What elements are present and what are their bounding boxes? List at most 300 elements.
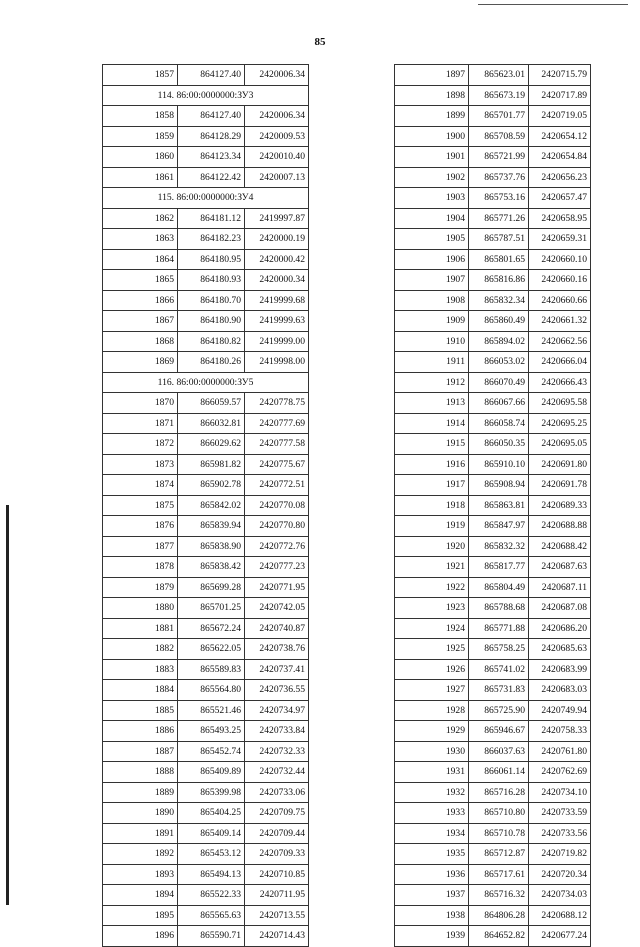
point-number-cell: 1864 [103, 249, 178, 270]
table-row [103, 782, 309, 803]
y-coordinate-cell: 2420717.89 [529, 85, 591, 106]
table-row [103, 208, 309, 229]
x-coordinate-cell: 865721.99 [469, 147, 529, 168]
point-number-cell: 1877 [103, 536, 178, 557]
point-number-cell: 1920 [395, 536, 469, 557]
table-row [395, 393, 591, 414]
x-coordinate-cell: 866050.35 [469, 434, 529, 455]
y-coordinate-cell: 2419999.00 [245, 331, 309, 352]
y-coordinate-cell: 2420658.95 [529, 208, 591, 229]
x-coordinate-cell: 864180.26 [178, 352, 245, 373]
x-coordinate-cell: 864122.42 [178, 167, 245, 188]
x-coordinate-cell: 864180.95 [178, 249, 245, 270]
table-row [395, 844, 591, 865]
point-number-cell: 1868 [103, 331, 178, 352]
x-coordinate-cell: 865788.68 [469, 598, 529, 619]
y-coordinate-cell: 2420777.23 [245, 557, 309, 578]
y-coordinate-cell: 2420770.08 [245, 495, 309, 516]
table-row [395, 270, 591, 291]
y-coordinate-cell: 2420689.33 [529, 495, 591, 516]
y-coordinate-cell: 2420758.33 [529, 721, 591, 742]
y-coordinate-cell: 2420662.56 [529, 331, 591, 352]
x-coordinate-cell: 865453.12 [178, 844, 245, 865]
point-number-cell: 1884 [103, 680, 178, 701]
x-coordinate-cell: 864123.34 [178, 147, 245, 168]
point-number-cell: 1929 [395, 721, 469, 742]
x-coordinate-cell: 865832.32 [469, 536, 529, 557]
x-coordinate-cell: 864127.40 [178, 65, 245, 86]
point-number-cell: 1891 [103, 823, 178, 844]
y-coordinate-cell: 2420695.05 [529, 434, 591, 455]
point-number-cell: 1911 [395, 352, 469, 373]
point-number-cell: 1924 [395, 618, 469, 639]
point-number-cell: 1934 [395, 823, 469, 844]
point-number-cell: 1939 [395, 926, 469, 947]
table-row [103, 639, 309, 660]
point-number-cell: 1901 [395, 147, 469, 168]
x-coordinate-cell: 865863.81 [469, 495, 529, 516]
y-coordinate-cell: 2420006.34 [245, 65, 309, 86]
table-row [103, 352, 309, 373]
y-coordinate-cell: 2420734.03 [529, 885, 591, 906]
y-coordinate-cell: 2420660.16 [529, 270, 591, 291]
table-row [395, 618, 591, 639]
y-coordinate-cell: 2420687.08 [529, 598, 591, 619]
point-number-cell: 1907 [395, 270, 469, 291]
point-number-cell: 1876 [103, 516, 178, 537]
table-row [395, 721, 591, 742]
point-number-cell: 1909 [395, 311, 469, 332]
table-row [103, 331, 309, 352]
table-row [395, 434, 591, 455]
section-label: 116. 86:00:0000000:ЗУ5 [103, 372, 309, 393]
point-number-cell: 1863 [103, 229, 178, 250]
y-coordinate-cell: 2420683.03 [529, 680, 591, 701]
x-coordinate-cell: 865771.26 [469, 208, 529, 229]
y-coordinate-cell: 2420685.63 [529, 639, 591, 660]
x-coordinate-cell: 865902.78 [178, 475, 245, 496]
table-row [395, 311, 591, 332]
x-coordinate-cell: 865590.71 [178, 926, 245, 947]
x-coordinate-cell: 865842.02 [178, 495, 245, 516]
x-coordinate-cell: 865839.94 [178, 516, 245, 537]
x-coordinate-cell: 865565.63 [178, 905, 245, 926]
table-row [395, 762, 591, 783]
y-coordinate-cell: 2420732.44 [245, 762, 309, 783]
point-number-cell: 1916 [395, 454, 469, 475]
y-coordinate-cell: 2420688.12 [529, 905, 591, 926]
y-coordinate-cell: 2420654.12 [529, 126, 591, 147]
y-coordinate-cell: 2420732.33 [245, 741, 309, 762]
table-row [395, 495, 591, 516]
table-row [395, 536, 591, 557]
y-coordinate-cell: 2420006.34 [245, 106, 309, 127]
table-row [103, 700, 309, 721]
coordinates-table-right-body [395, 65, 591, 947]
y-coordinate-cell: 2420713.55 [245, 905, 309, 926]
x-coordinate-cell: 865521.46 [178, 700, 245, 721]
y-coordinate-cell: 2420736.55 [245, 680, 309, 701]
table-row [103, 536, 309, 557]
y-coordinate-cell: 2420720.34 [529, 864, 591, 885]
x-coordinate-cell: 865737.76 [469, 167, 529, 188]
section-header-row [103, 188, 309, 209]
table-row [103, 618, 309, 639]
point-number-cell: 1857 [103, 65, 178, 86]
table-row [395, 803, 591, 824]
point-number-cell: 1866 [103, 290, 178, 311]
y-coordinate-cell: 2420659.31 [529, 229, 591, 250]
table-row [395, 741, 591, 762]
scan-edge-line [478, 4, 628, 5]
table-row [103, 680, 309, 701]
x-coordinate-cell: 865725.90 [469, 700, 529, 721]
point-number-cell: 1890 [103, 803, 178, 824]
point-number-cell: 1921 [395, 557, 469, 578]
x-coordinate-cell: 865816.86 [469, 270, 529, 291]
x-coordinate-cell: 865672.24 [178, 618, 245, 639]
x-coordinate-cell: 865712.87 [469, 844, 529, 865]
point-number-cell: 1867 [103, 311, 178, 332]
y-coordinate-cell: 2420709.44 [245, 823, 309, 844]
table-row [103, 167, 309, 188]
y-coordinate-cell: 2420007.13 [245, 167, 309, 188]
table-row [103, 454, 309, 475]
y-coordinate-cell: 2420709.75 [245, 803, 309, 824]
x-coordinate-cell: 866070.49 [469, 372, 529, 393]
point-number-cell: 1908 [395, 290, 469, 311]
table-row [103, 249, 309, 270]
x-coordinate-cell: 865801.65 [469, 249, 529, 270]
x-coordinate-cell: 865673.19 [469, 85, 529, 106]
point-number-cell: 1923 [395, 598, 469, 619]
point-number-cell: 1875 [103, 495, 178, 516]
y-coordinate-cell: 2420711.95 [245, 885, 309, 906]
point-number-cell: 1893 [103, 864, 178, 885]
point-number-cell: 1905 [395, 229, 469, 250]
table-row [103, 844, 309, 865]
table-row [395, 577, 591, 598]
table-row [395, 249, 591, 270]
point-number-cell: 1927 [395, 680, 469, 701]
x-coordinate-cell: 865522.33 [178, 885, 245, 906]
x-coordinate-cell: 865716.32 [469, 885, 529, 906]
x-coordinate-cell: 864127.40 [178, 106, 245, 127]
point-number-cell: 1898 [395, 85, 469, 106]
table-row [103, 126, 309, 147]
table-row [395, 926, 591, 947]
table-row [395, 659, 591, 680]
y-coordinate-cell: 2420691.80 [529, 454, 591, 475]
point-number-cell: 1915 [395, 434, 469, 455]
y-coordinate-cell: 2420010.40 [245, 147, 309, 168]
x-coordinate-cell: 865817.77 [469, 557, 529, 578]
x-coordinate-cell: 865860.49 [469, 311, 529, 332]
table-row [103, 741, 309, 762]
table-row [395, 864, 591, 885]
point-number-cell: 1932 [395, 782, 469, 803]
x-coordinate-cell: 865716.28 [469, 782, 529, 803]
table-row [395, 413, 591, 434]
x-coordinate-cell: 866029.62 [178, 434, 245, 455]
point-number-cell: 1918 [395, 495, 469, 516]
table-row [103, 495, 309, 516]
point-number-cell: 1930 [395, 741, 469, 762]
table-row [395, 167, 591, 188]
y-coordinate-cell: 2420687.11 [529, 577, 591, 598]
point-number-cell: 1919 [395, 516, 469, 537]
table-row [395, 905, 591, 926]
y-coordinate-cell: 2420733.56 [529, 823, 591, 844]
x-coordinate-cell: 865710.78 [469, 823, 529, 844]
point-number-cell: 1936 [395, 864, 469, 885]
table-row [395, 290, 591, 311]
point-number-cell: 1874 [103, 475, 178, 496]
table-row [103, 311, 309, 332]
x-coordinate-cell: 865758.25 [469, 639, 529, 660]
table-row [395, 106, 591, 127]
table-row [395, 352, 591, 373]
table-row [103, 885, 309, 906]
y-coordinate-cell: 2420654.84 [529, 147, 591, 168]
y-coordinate-cell: 2420683.99 [529, 659, 591, 680]
y-coordinate-cell: 2420000.19 [245, 229, 309, 250]
point-number-cell: 1896 [103, 926, 178, 947]
point-number-cell: 1931 [395, 762, 469, 783]
point-number-cell: 1878 [103, 557, 178, 578]
coordinates-table-right [394, 64, 591, 947]
x-coordinate-cell: 865409.14 [178, 823, 245, 844]
table-row [103, 290, 309, 311]
point-number-cell: 1860 [103, 147, 178, 168]
y-coordinate-cell: 2420688.88 [529, 516, 591, 537]
y-coordinate-cell: 2420719.05 [529, 106, 591, 127]
point-number-cell: 1879 [103, 577, 178, 598]
y-coordinate-cell: 2420734.97 [245, 700, 309, 721]
x-coordinate-cell: 865623.01 [469, 65, 529, 86]
point-number-cell: 1917 [395, 475, 469, 496]
x-coordinate-cell: 865908.94 [469, 475, 529, 496]
table-row [395, 639, 591, 660]
x-coordinate-cell: 865589.83 [178, 659, 245, 680]
x-coordinate-cell: 865409.89 [178, 762, 245, 783]
table-row [103, 659, 309, 680]
table-row [395, 885, 591, 906]
point-number-cell: 1925 [395, 639, 469, 660]
y-coordinate-cell: 2420771.95 [245, 577, 309, 598]
x-coordinate-cell: 865493.25 [178, 721, 245, 742]
x-coordinate-cell: 864652.82 [469, 926, 529, 947]
point-number-cell: 1900 [395, 126, 469, 147]
y-coordinate-cell: 2420772.51 [245, 475, 309, 496]
y-coordinate-cell: 2420709.33 [245, 844, 309, 865]
y-coordinate-cell: 2420000.34 [245, 270, 309, 291]
y-coordinate-cell: 2420000.42 [245, 249, 309, 270]
table-row [395, 454, 591, 475]
x-coordinate-cell: 864181.12 [178, 208, 245, 229]
x-coordinate-cell: 865847.97 [469, 516, 529, 537]
point-number-cell: 1926 [395, 659, 469, 680]
point-number-cell: 1910 [395, 331, 469, 352]
y-coordinate-cell: 2420738.76 [245, 639, 309, 660]
table-row [103, 65, 309, 86]
table-row [103, 516, 309, 537]
table-row [395, 823, 591, 844]
x-coordinate-cell: 865717.61 [469, 864, 529, 885]
x-coordinate-cell: 865741.02 [469, 659, 529, 680]
y-coordinate-cell: 2420719.82 [529, 844, 591, 865]
point-number-cell: 1872 [103, 434, 178, 455]
x-coordinate-cell: 865946.67 [469, 721, 529, 742]
point-number-cell: 1873 [103, 454, 178, 475]
point-number-cell: 1913 [395, 393, 469, 414]
y-coordinate-cell: 2420761.80 [529, 741, 591, 762]
x-coordinate-cell: 865787.51 [469, 229, 529, 250]
x-coordinate-cell: 866053.02 [469, 352, 529, 373]
y-coordinate-cell: 2420772.76 [245, 536, 309, 557]
x-coordinate-cell: 865699.28 [178, 577, 245, 598]
point-number-cell: 1882 [103, 639, 178, 660]
x-coordinate-cell: 864180.82 [178, 331, 245, 352]
table-row [103, 106, 309, 127]
point-number-cell: 1902 [395, 167, 469, 188]
point-number-cell: 1859 [103, 126, 178, 147]
table-row [395, 65, 591, 86]
x-coordinate-cell: 866067.66 [469, 393, 529, 414]
table-row [395, 372, 591, 393]
x-coordinate-cell: 865832.34 [469, 290, 529, 311]
x-coordinate-cell: 865399.98 [178, 782, 245, 803]
table-row [103, 270, 309, 291]
point-number-cell: 1937 [395, 885, 469, 906]
y-coordinate-cell: 2420777.58 [245, 434, 309, 455]
point-number-cell: 1899 [395, 106, 469, 127]
x-coordinate-cell: 866058.74 [469, 413, 529, 434]
point-number-cell: 1885 [103, 700, 178, 721]
table-row [395, 85, 591, 106]
x-coordinate-cell: 865452.74 [178, 741, 245, 762]
y-coordinate-cell: 2420677.24 [529, 926, 591, 947]
y-coordinate-cell: 2420710.85 [245, 864, 309, 885]
y-coordinate-cell: 2419999.68 [245, 290, 309, 311]
y-coordinate-cell: 2420695.25 [529, 413, 591, 434]
y-coordinate-cell: 2420695.58 [529, 393, 591, 414]
y-coordinate-cell: 2420656.23 [529, 167, 591, 188]
table-row [103, 598, 309, 619]
table-row [103, 434, 309, 455]
x-coordinate-cell: 865494.13 [178, 864, 245, 885]
y-coordinate-cell: 2420742.05 [245, 598, 309, 619]
section-header-row [103, 85, 309, 106]
table-row [103, 864, 309, 885]
table-row [103, 147, 309, 168]
table-row [395, 208, 591, 229]
y-coordinate-cell: 2420733.84 [245, 721, 309, 742]
y-coordinate-cell: 2420666.04 [529, 352, 591, 373]
table-row [103, 823, 309, 844]
point-number-cell: 1889 [103, 782, 178, 803]
table-row [103, 803, 309, 824]
point-number-cell: 1888 [103, 762, 178, 783]
x-coordinate-cell: 865701.77 [469, 106, 529, 127]
point-number-cell: 1895 [103, 905, 178, 926]
table-row [395, 700, 591, 721]
x-coordinate-cell: 865981.82 [178, 454, 245, 475]
y-coordinate-cell: 2420660.10 [529, 249, 591, 270]
table-row [103, 393, 309, 414]
point-number-cell: 1861 [103, 167, 178, 188]
x-coordinate-cell: 865910.10 [469, 454, 529, 475]
section-header-row [103, 372, 309, 393]
y-coordinate-cell: 2419998.00 [245, 352, 309, 373]
y-coordinate-cell: 2420777.69 [245, 413, 309, 434]
point-number-cell: 1933 [395, 803, 469, 824]
point-number-cell: 1892 [103, 844, 178, 865]
x-coordinate-cell: 865708.59 [469, 126, 529, 147]
table-row [395, 782, 591, 803]
y-coordinate-cell: 2419999.63 [245, 311, 309, 332]
x-coordinate-cell: 864180.70 [178, 290, 245, 311]
y-coordinate-cell: 2420009.53 [245, 126, 309, 147]
x-coordinate-cell: 864180.90 [178, 311, 245, 332]
y-coordinate-cell: 2420775.67 [245, 454, 309, 475]
y-coordinate-cell: 2420691.78 [529, 475, 591, 496]
y-coordinate-cell: 2420734.10 [529, 782, 591, 803]
table-row [103, 926, 309, 947]
point-number-cell: 1906 [395, 249, 469, 270]
x-coordinate-cell: 865894.02 [469, 331, 529, 352]
y-coordinate-cell: 2420661.32 [529, 311, 591, 332]
point-number-cell: 1904 [395, 208, 469, 229]
point-number-cell: 1880 [103, 598, 178, 619]
x-coordinate-cell: 866061.14 [469, 762, 529, 783]
x-coordinate-cell: 865710.80 [469, 803, 529, 824]
point-number-cell: 1903 [395, 188, 469, 209]
y-coordinate-cell: 2420762.69 [529, 762, 591, 783]
page-number: 85 [314, 36, 326, 48]
table-row [103, 577, 309, 598]
table-row [395, 331, 591, 352]
y-coordinate-cell: 2420770.80 [245, 516, 309, 537]
x-coordinate-cell: 865753.16 [469, 188, 529, 209]
y-coordinate-cell: 2420657.47 [529, 188, 591, 209]
point-number-cell: 1922 [395, 577, 469, 598]
point-number-cell: 1938 [395, 905, 469, 926]
x-coordinate-cell: 864180.93 [178, 270, 245, 291]
point-number-cell: 1871 [103, 413, 178, 434]
y-coordinate-cell: 2420749.94 [529, 700, 591, 721]
point-number-cell: 1865 [103, 270, 178, 291]
point-number-cell: 1870 [103, 393, 178, 414]
point-number-cell: 1912 [395, 372, 469, 393]
x-coordinate-cell: 864806.28 [469, 905, 529, 926]
coordinates-table-left-body [103, 65, 309, 947]
x-coordinate-cell: 864182.23 [178, 229, 245, 250]
x-coordinate-cell: 865622.05 [178, 639, 245, 660]
table-row [395, 516, 591, 537]
point-number-cell: 1862 [103, 208, 178, 229]
x-coordinate-cell: 866037.63 [469, 741, 529, 762]
point-number-cell: 1869 [103, 352, 178, 373]
table-row [103, 721, 309, 742]
y-coordinate-cell: 2420660.66 [529, 290, 591, 311]
y-coordinate-cell: 2420714.43 [245, 926, 309, 947]
table-row [395, 147, 591, 168]
x-coordinate-cell: 865731.83 [469, 680, 529, 701]
point-number-cell: 1928 [395, 700, 469, 721]
y-coordinate-cell: 2420688.42 [529, 536, 591, 557]
y-coordinate-cell: 2420686.20 [529, 618, 591, 639]
